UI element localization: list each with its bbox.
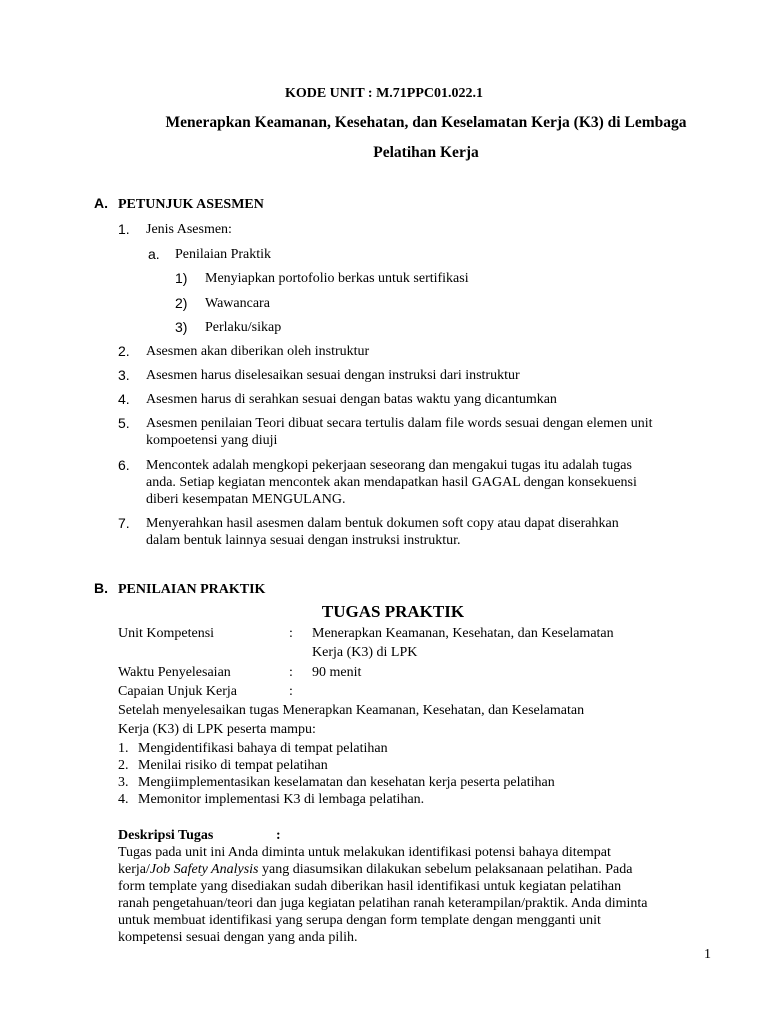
document-title-line2: Pelatihan Kerja — [373, 144, 479, 161]
list-item-number: 4. — [118, 391, 130, 407]
unit-kompetensi-label: Unit Kompetensi — [118, 626, 215, 641]
list-item-text: Mencontek adalah mengkopi pekerjaan seseorang dan mengakui tugas itu adalah tugas — [146, 458, 632, 473]
list-item-text: Asesmen harus diselesaikan sesuai dengan instruksi dari instruktur — [146, 368, 520, 383]
page-number: 1 — [704, 947, 711, 962]
colon: : — [276, 828, 281, 843]
sub-sub-list-text: Menyiapkan portofolio berkas untuk sertifikasi — [205, 271, 469, 286]
outcome-text: Mengiimplementasikan keselamatan dan kesehatan kerja peserta pelatihan — [138, 775, 555, 790]
kode-unit: KODE UNIT : M.71PPC01.022.1 — [284, 86, 484, 101]
section-b-title: PENILAIAN PRAKTIK — [118, 582, 266, 597]
list-item-number: 2. — [118, 343, 130, 359]
sub-sub-list-number: 2) — [175, 295, 188, 311]
sub-sub-list-number: 3) — [175, 319, 188, 335]
section-a-letter: A. — [94, 195, 108, 211]
colon: : — [289, 684, 293, 699]
colon: : — [289, 665, 293, 680]
sub-sub-list-text: Wawancara — [205, 296, 270, 311]
list-item-text: Menyerahkan hasil asesmen dalam bentuk dokumen soft copy atau dapat diserahkan — [146, 516, 619, 531]
deskripsi-line: form template yang disediakan sudah diberikan hasil identifikasi untuk kegiatan pelatihan — [118, 879, 622, 894]
colon: : — [289, 626, 293, 641]
outcome-number: 4. — [118, 792, 129, 807]
sub-sub-list-text: Perlaku/sikap — [205, 320, 282, 335]
deskripsi-line — [118, 861, 708, 878]
outcome-text: Memonitor implementasi K3 di lembaga pelatihan. — [138, 792, 425, 807]
list-item-text: anda. Setiap kegiatan mencontek akan mendapatkan hasil GAGAL dengan konsekuensi — [146, 475, 637, 490]
waktu-value: 90 menit — [312, 665, 362, 680]
section-b-heading — [94, 580, 265, 598]
section-b-letter: B. — [94, 580, 108, 596]
list-item-text: Asesmen penilaian Teori dibuat secara tertulis dalam file words sesuai dengan elemen unit — [146, 416, 653, 431]
list-item-number: 3. — [118, 367, 130, 383]
outcome-number: 2. — [118, 758, 129, 773]
list-item-number: 7. — [118, 515, 130, 531]
outcome-number: 3. — [118, 775, 129, 790]
deskripsi-line: Tugas pada unit ini Anda diminta untuk melakukan identifikasi potensi bahaya ditempat — [118, 845, 611, 860]
deskripsi-line: kompetensi sesuai dengan yang anda pilih. — [118, 930, 358, 945]
list-item-text: kompoetensi yang diuji — [146, 433, 278, 448]
list-item-number: 1. — [118, 221, 130, 237]
section-a-heading — [94, 195, 264, 213]
deskripsi-label: Deskripsi Tugas — [118, 828, 214, 843]
sub-sub-list-number: 1) — [175, 270, 188, 286]
list-item-text: Asesmen akan diberikan oleh instruktur — [146, 344, 370, 359]
deskripsi-line: untuk membuat identifikasi yang serupa dengan form template dengan mengganti unit — [118, 913, 601, 928]
list-item-text: diberi kesempatan MENGULANG. — [146, 492, 346, 507]
intro-text: Kerja (K3) di LPK peserta mampu: — [118, 722, 316, 737]
sub-list-letter: a. — [148, 246, 160, 262]
list-item-text: Jenis Asesmen: — [146, 222, 232, 237]
outcome-text: Menilai risiko di tempat pelatihan — [138, 758, 328, 773]
document-title-line1: Menerapkan Keamanan, Kesehatan, dan Keselamatan Kerja (K3) di Lembaga — [165, 114, 687, 131]
intro-text: Setelah menyelesaikan tugas Menerapkan Keamanan, Kesehatan, dan Keselamatan — [118, 703, 585, 718]
deskripsi-line: ranah pengetahuan/teori dan juga kegiatan pelatihan ranah keterampilan/praktik. Anda diminta — [118, 896, 648, 911]
waktu-label: Waktu Penyelesaian — [118, 665, 231, 680]
list-item-number: 6. — [118, 457, 130, 473]
deskripsi-text — [118, 844, 708, 946]
unit-kompetensi-row — [118, 625, 678, 659]
deskripsi-segment: kerja/ — [118, 862, 150, 877]
sub-list-text: Penilaian Praktik — [175, 247, 272, 262]
job-safety-analysis-term: Job Safety Analysis — [149, 862, 259, 877]
list-item-text: dalam bentuk lainnya sesuai dengan instruksi instruktur. — [146, 533, 461, 548]
unit-kompetensi-value: Kerja (K3) di LPK — [312, 645, 418, 660]
outcome-text: Mengidentifikasi bahaya di tempat pelatihan — [138, 741, 388, 756]
list-item-text: Asesmen harus di serahkan sesuai dengan batas waktu yang dicantumkan — [146, 392, 557, 407]
capaian-label: Capaian Unjuk Kerja — [118, 684, 237, 699]
list-item-number: 5. — [118, 415, 130, 431]
outcome-number: 1. — [118, 741, 129, 756]
tugas-praktik-title: TUGAS PRAKTIK — [321, 602, 465, 621]
deskripsi-segment: yang diasumsikan dilakukan sebelum pelaksanaan pelatihan. Pada — [258, 862, 633, 877]
section-a-title: PETUNJUK ASESMEN — [118, 197, 264, 212]
unit-kompetensi-value: Menerapkan Keamanan, Kesehatan, dan Keselamatan — [312, 626, 614, 641]
